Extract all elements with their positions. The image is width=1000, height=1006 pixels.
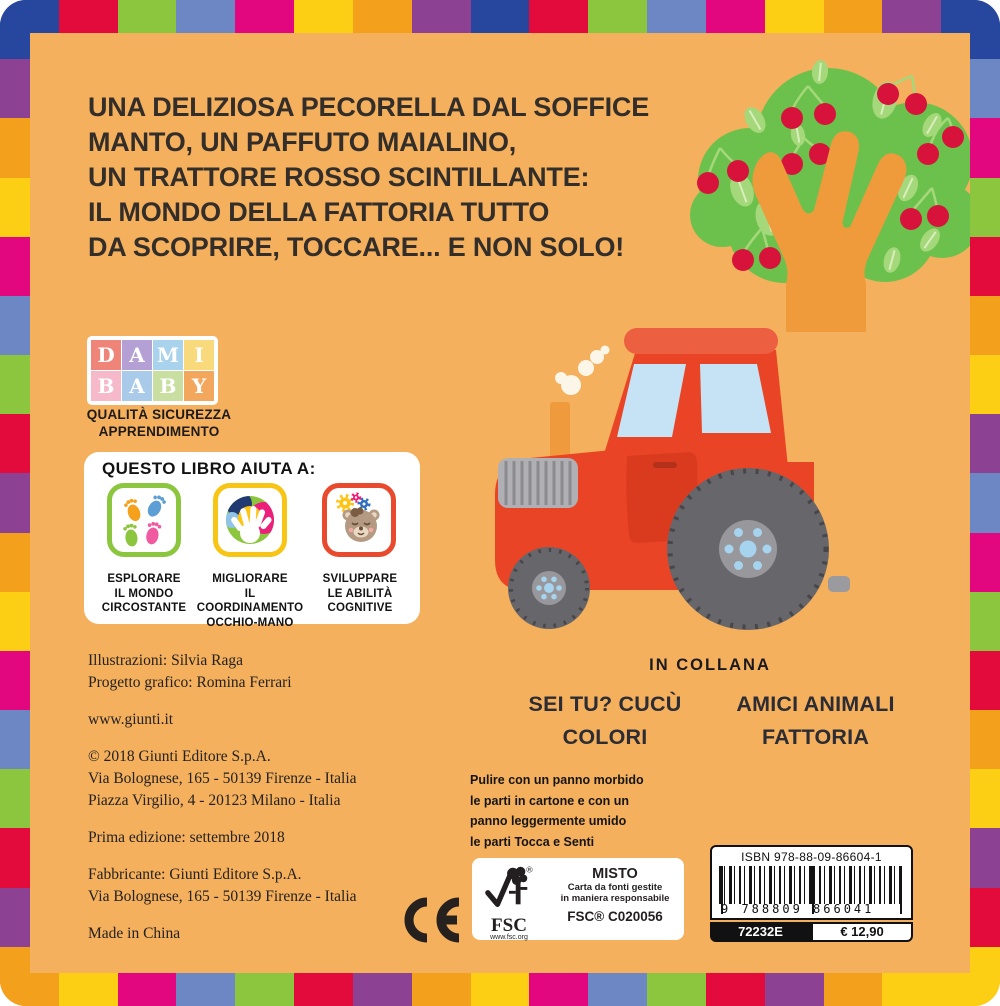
credits-block: [88, 650, 448, 945]
caption-line: IL MONDO: [114, 587, 174, 600]
dami-logo-tile: M: [153, 340, 183, 370]
border-tile: [59, 973, 118, 1006]
border-tile: [235, 0, 294, 33]
caption-line: CIRCOSTANTE: [101, 602, 187, 614]
border-top: [0, 0, 1000, 33]
border-tile: [0, 473, 30, 532]
border-tile: [412, 973, 471, 1006]
care-line: Pulire con un panno morbido: [470, 773, 644, 787]
dami-baby-logo: [87, 336, 218, 405]
credit-line: Progetto grafico: Romina Ferrari: [88, 674, 292, 691]
border-tile: [471, 973, 530, 1006]
publisher-website: www.giunti.it: [88, 711, 174, 728]
border-tile: [529, 0, 588, 33]
ce-mark-icon: [396, 897, 462, 943]
border-tile: [412, 0, 471, 33]
barcode-bars: [719, 866, 904, 904]
fsc-tree-icon: [477, 862, 541, 912]
care-line: le parti Tocca e Senti: [470, 834, 595, 849]
border-tile: [0, 769, 30, 828]
isbn-number: ISBN 978-88-09-86604-1: [741, 850, 882, 864]
fsc-desc-line: in maniera responsabile: [560, 893, 670, 904]
helps-caption-coordination: [192, 572, 308, 630]
made-in-line: Made in China: [88, 925, 181, 942]
border-left: [0, 0, 30, 1006]
border-tile: [970, 828, 1000, 887]
credit-line: Illustrazioni: Silvia Raga: [88, 652, 243, 669]
cherry-tree-illustration: [680, 40, 972, 332]
series-title-line: COLORI: [562, 725, 648, 749]
border-tile: [118, 973, 177, 1006]
fsc-label: [472, 858, 684, 940]
border-tile: [176, 0, 235, 33]
caption-line: OCCHIO-MANO: [206, 616, 294, 629]
helps-box: [84, 452, 420, 629]
fsc-desc-line: Carta da fonti gestite: [567, 882, 663, 893]
edition-line: Prima edizione: settembre 2018: [88, 829, 285, 846]
border-tile: [353, 973, 412, 1006]
border-tile: [353, 0, 412, 33]
border-tile: [0, 59, 30, 118]
border-tile: [0, 888, 30, 947]
series-heading: IN COLLANA: [649, 656, 771, 674]
series-title-2: [728, 688, 903, 754]
border-tile: [824, 973, 883, 1006]
teddy-gears-icon-box: [322, 483, 396, 557]
border-tile: [970, 533, 1000, 592]
rear-wheel: [667, 468, 829, 630]
helps-caption-explore: [86, 572, 202, 616]
dami-logo-tile: B: [153, 371, 183, 401]
border-tile: [235, 973, 294, 1006]
border-tile: [118, 0, 177, 33]
border-tile: [970, 178, 1000, 237]
isbn-barcode-box: [710, 845, 913, 920]
caption-line: COGNITIVE: [327, 602, 393, 614]
border-tile: [765, 0, 824, 33]
fsc-grade: MISTO: [592, 866, 638, 882]
smoke-puffs: [555, 346, 610, 396]
border-tile: [294, 973, 353, 1006]
care-line: le parti in cartone e con un: [470, 793, 630, 808]
border-tile: [0, 237, 30, 296]
dami-tagline-line: APPRENDIMENTO: [98, 423, 220, 439]
svg-text:®: ®: [526, 864, 533, 875]
border-tile: [0, 414, 30, 473]
caption-line: IL COORDINAMENTO: [196, 587, 304, 614]
border-tile: [588, 0, 647, 33]
border-tile: [0, 118, 30, 177]
border-tile: [0, 973, 59, 1006]
border-tile: [0, 828, 30, 887]
border-tile: [970, 473, 1000, 532]
dami-logo-tile: A: [122, 371, 152, 401]
border-tile: [970, 355, 1000, 414]
border-tile: [529, 973, 588, 1006]
border-tile: [941, 973, 1000, 1006]
address-line: Via Bolognese, 165 - 50139 Firenze - Italia: [88, 888, 357, 905]
border-tile: [970, 769, 1000, 828]
dami-logo-tile: Y: [184, 371, 214, 401]
border-tile: [882, 973, 941, 1006]
tractor-illustration: [440, 310, 860, 650]
dami-tagline-line: QUALITÀ SICUREZZA: [86, 407, 232, 422]
blurb-line: UNA DELIZIOSA PECORELLA DAL SOFFICE: [88, 92, 650, 122]
sku-price-strip: [710, 922, 913, 942]
border-tile: [176, 973, 235, 1006]
border-tile: [0, 592, 30, 651]
border-tile: [970, 118, 1000, 177]
footprints-icon-box: [107, 483, 181, 557]
fsc-text-block: [546, 858, 684, 940]
blurb-line: IL MONDO DELLA FATTORIA TUTTO: [88, 197, 550, 227]
border-tile: [970, 710, 1000, 769]
border-tile: [647, 973, 706, 1006]
series-title-line: FATTORIA: [761, 725, 870, 749]
copyright-line: © 2018 Giunti Editore S.p.A.: [88, 748, 271, 765]
dami-tagline: [80, 407, 238, 440]
fsc-license-code: FSC® C020056: [567, 909, 663, 924]
border-tile: [824, 0, 883, 33]
fsc-brand: FSC: [491, 915, 527, 936]
border-tile: [0, 651, 30, 710]
border-bottom: [0, 973, 1000, 1006]
border-tile: [706, 973, 765, 1006]
border-tile: [0, 178, 30, 237]
sku-code: 72232E: [710, 922, 811, 942]
border-tile: [588, 973, 647, 1006]
blurb-line: MANTO, UN PAFFUTO MAIALINO,: [88, 127, 517, 157]
caption-line: SVILUPPARE: [322, 573, 398, 585]
border-tile: [294, 0, 353, 33]
care-line: panno leggermente umido: [470, 814, 627, 828]
border-tile: [471, 0, 530, 33]
dami-logo-grid: [91, 340, 214, 401]
fsc-logo-block: [472, 858, 546, 940]
border-tile: [941, 0, 1000, 33]
border-tile: [647, 0, 706, 33]
dami-logo-tile: B: [91, 371, 121, 401]
border-tile: [59, 0, 118, 33]
address-line: Piazza Virgilio, 4 - 20123 Milano - Italia: [88, 792, 341, 809]
border-tile: [970, 59, 1000, 118]
door-handle: [653, 462, 677, 468]
blurb-text: [88, 90, 708, 265]
caption-line: LE ABILITÀ: [327, 587, 393, 600]
border-tile: [882, 0, 941, 33]
care-instructions: [470, 770, 700, 852]
blurb-line: UN TRATTORE ROSSO SCINTILLANTE:: [88, 162, 590, 192]
border-tile: [970, 592, 1000, 651]
series-title-line: SEI TU? CUCÙ: [528, 692, 682, 716]
blurb-line: DA SCOPRIRE, TOCCARE... E NON SOLO!: [88, 232, 625, 262]
front-wheel: [508, 547, 590, 629]
caption-line: ESPLORARE: [107, 573, 181, 585]
dami-logo-tile: I: [184, 340, 214, 370]
dami-logo-tile: A: [122, 340, 152, 370]
border-tile: [0, 533, 30, 592]
manufacturer-line: Fabbricante: Giunti Editore S.p.A.: [88, 866, 302, 883]
series-title-line: AMICI ANIMALI: [736, 692, 895, 716]
helps-caption-cognitive: [302, 572, 418, 616]
tractor-roof: [624, 328, 778, 354]
border-tile: [970, 651, 1000, 710]
address-line: Via Bolognese, 165 - 50139 Firenze - Italia: [88, 770, 357, 787]
series-title-1: [520, 688, 690, 754]
border-tile: [0, 0, 59, 33]
axle-stub: [828, 576, 850, 592]
dami-logo-tile: D: [91, 340, 121, 370]
hand-ball-icon: [222, 492, 278, 548]
helps-box-title: QUESTO LIBRO AIUTA A:: [102, 459, 316, 478]
barcode-digits: 9 788809 866041: [721, 902, 875, 916]
teddy-gears-icon: [331, 492, 387, 548]
caption-line: MIGLIORARE: [212, 573, 288, 585]
footprints-icon: [116, 492, 172, 548]
border-tile: [970, 888, 1000, 947]
border-tile: [0, 296, 30, 355]
price-tag: € 12,90: [811, 922, 913, 942]
border-tile: [765, 973, 824, 1006]
fsc-url: www.fsc.org: [490, 934, 528, 941]
hand-ball-icon-box: [213, 483, 287, 557]
border-tile: [0, 355, 30, 414]
border-tile: [970, 237, 1000, 296]
border-tile: [0, 710, 30, 769]
border-tile: [970, 414, 1000, 473]
border-tile: [706, 0, 765, 33]
border-right: [970, 0, 1000, 1006]
border-tile: [970, 296, 1000, 355]
